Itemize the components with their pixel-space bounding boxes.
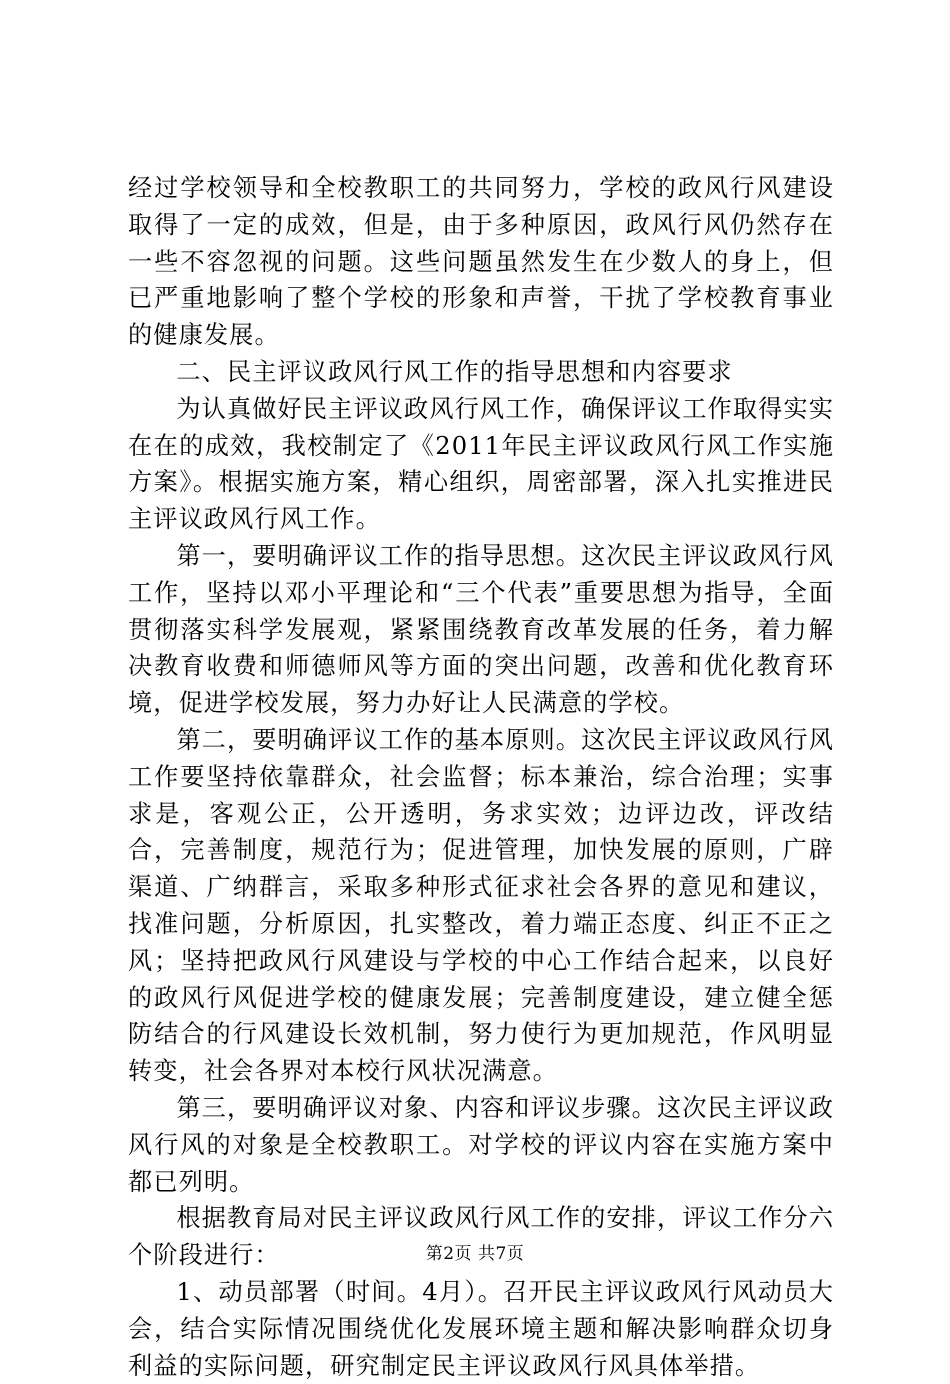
- paragraph-second-point: 第二，要明确评议工作的基本原则。这次民主评议政风行风工作要坚持依靠群众，社会监督；标本兼治，综合治理；实事求是，客观公正，公开透明，务求实效；边评边改，评改结合，完善制度，规范行为；促进管理，加快发展的原则，广辟渠道、广纳群言，采取多种形式征求社会各界的意见和建议，找准问题，分析原因，扎实整改，着力端正态度、纠正不正之风；坚持把政风行风建设与学校的中心工作结合起来，以良好的政风行风促进学校的健康发展；完善制度建设，建立健全惩防结合的行风建设长效机制，努力使行为更加规范，作风明显转变，社会各界对本校行风状况满意。: [128, 725, 834, 1086]
- paragraph-plan: 为认真做好民主评议政风行风工作，确保评议工作取得实实在在的成效，我校制定了《2011年民主评议政风行风工作实施方案》。根据实施方案，精心组织，周密部署，深入扎实推进民主评议政风行风工作。: [128, 394, 834, 534]
- paragraph-first-point: 第一，要明确评议工作的指导思想。这次民主评议政风行风工作，坚持以邓小平理论和“三个代表”重要思想为指导，全面贯彻落实科学发展观，紧紧围绕教育改革发展的任务，着力解决教育收费和师德师风等方面的突出问题，改善和优化教育环境，促进学校发展，努力办好让人民满意的学校。: [128, 541, 834, 718]
- page-number-label: 第2页 共7页: [425, 1244, 525, 1264]
- paragraph-third-point: 第三，要明确评议对象、内容和评议步骤。这次民主评议政风行风的对象是全校教职工。对学校的评议内容在实施方案中都已列明。: [128, 1093, 834, 1196]
- paragraph-stage-1: 1、动员部署（时间。4月）。召开民主评议政风行风动员大会，结合实际情况围绕优化发展环境主题和解决影响群众切身利益的实际问题，研究制定民主评议政风行风具体举措。: [128, 1277, 834, 1380]
- document-body: [128, 170, 834, 1384]
- section-heading-2: 二、民主评议政风行风工作的指导思想和内容要求: [176, 357, 733, 386]
- paragraph-stages-intro: 根据教育局对民主评议政风行风工作的安排，评议工作分六个阶段进行：: [128, 1204, 834, 1270]
- paragraph-intro: 经过学校领导和全校教职工的共同努力，学校的政风行风建设取得了一定的成效，但是，由于多种原因，政风行风仍然存在一些不容忽视的问题。这些问题虽然发生在少数人的身上，但已严重地影响了整个学校的形象和声誉，干扰了学校教育事业的健康发展。: [128, 174, 834, 350]
- page-footer: [0, 1243, 950, 1265]
